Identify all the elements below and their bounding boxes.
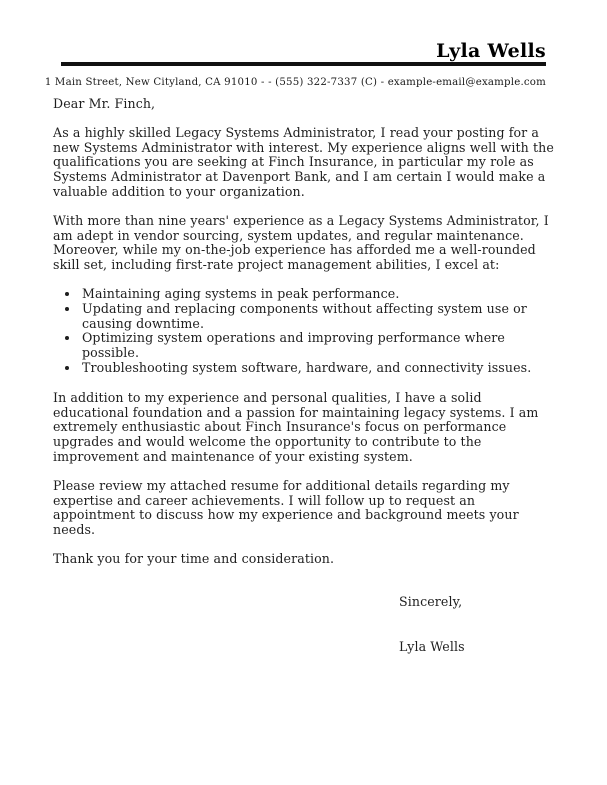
skill-item: • Updating and replacing components without affecting system use or causing downtime.: [80, 302, 555, 332]
letter-body: [53, 97, 555, 654]
skill-item: • Troubleshooting system software, hardware, and connectivity issues.: [80, 361, 555, 376]
sender-name: Lyla Wells: [436, 40, 546, 62]
paragraph-thanks: Thank you for your time and consideration.: [53, 550, 335, 566]
paragraph-intro: As a highly skilled Legacy Systems Administrator, I read your posting for a new Systems Administrator with interest. My experience aligns well with the qualifications you are seeking at Finch Insurance, in particular my role as Systems Administrator at Davenport Bank, and I am certain I would make a valuable addition to your organization.: [53, 124, 554, 199]
letterhead-double-rule: [61, 62, 546, 66]
skills-list: [53, 287, 555, 376]
salutation: Dear Mr. Finch,: [53, 96, 156, 111]
skill-item: • Optimizing system operations and improving performance where possible.: [80, 331, 555, 361]
contact-line: 1 Main Street, New Cityland, CA 91010 - - (555) 322-7337 (C) - example-email@example.com: [44, 77, 546, 88]
paragraph-follow-up: Please review my attached resume for additional details regarding my expertise and career achievements. I will follow up to request an appointment to discuss how my experience and background meets your needs.: [53, 477, 519, 538]
skill-item: • Maintaining aging systems in peak performance.: [80, 287, 555, 302]
paragraph-qualities: In addition to my experience and personal qualities, I have a solid educational foundation and a passion for maintaining legacy systems. I am extremely enthusiastic about Finch Insurance's focus on performance upgrades and would welcome the opportunity to contribute to the improvement and maintenance of your existing system.: [53, 389, 539, 464]
signature-block: [399, 595, 555, 655]
signoff: Sincerely,: [399, 593, 463, 609]
letterhead: [0, 0, 607, 89]
signature-name: Lyla Wells: [399, 638, 465, 654]
paragraph-experience: With more than nine years' experience as a Legacy Systems Administrator, I am adept in vendor sourcing, system updates, and regular maintenance. Moreover, while my on-the-job experience has afforded me a well-rounded skill set, including first-rate project management abilities, I excel at:: [53, 212, 549, 273]
